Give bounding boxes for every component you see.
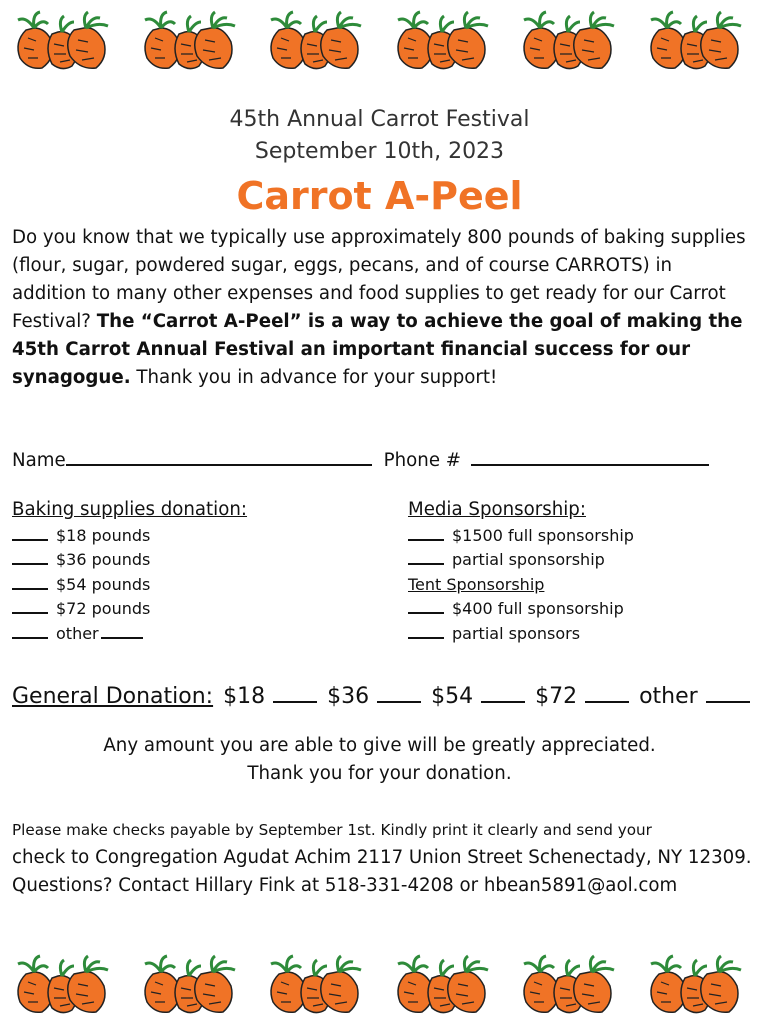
checkbox-blank[interactable] <box>408 549 444 565</box>
sponsorship-section <box>408 496 748 646</box>
checkbox-blank[interactable] <box>408 623 444 639</box>
checkbox-blank[interactable] <box>12 623 48 639</box>
name-label: Name <box>12 450 66 471</box>
intro-text-1: Do you know that we typically use approximately 800 pounds of baking supplies (flour, sugar, powdered sugar, eggs, pecans, and of course CARROTS) in addition to many other expenses and food supplies to get ready for our Carrot Festival? <box>12 227 746 332</box>
list-item <box>408 622 748 646</box>
amount-label: $18 <box>223 684 266 709</box>
option-label: $400 full sponsorship <box>452 599 624 619</box>
phone-label: Phone # <box>383 450 462 471</box>
tent-heading: Tent Sponsorship <box>408 574 545 594</box>
list-item <box>408 548 748 572</box>
intro-bold-text: The “Carrot A-Peel” is a way to achieve the goal of making the 45th Carrot Annual Festival an important financial success for our synagogue. <box>12 311 743 388</box>
list-item <box>12 548 372 572</box>
bottom-carrot-border <box>0 950 759 1020</box>
page-title: Carrot A-Peel <box>236 174 523 218</box>
option-label: other <box>56 623 99 643</box>
checkbox-blank[interactable] <box>408 525 444 541</box>
general-donation-line <box>12 680 752 714</box>
carrot-bunch-icon <box>514 8 624 74</box>
festival-header <box>0 104 759 168</box>
option-label: $72 pounds <box>56 599 151 619</box>
amount-blank[interactable] <box>706 683 750 703</box>
carrot-bunch-icon <box>8 952 118 1018</box>
option-label: partial sponsors <box>452 623 581 643</box>
payment-instructions <box>12 816 752 900</box>
list-item <box>408 524 748 548</box>
carrot-bunch-icon <box>135 952 245 1018</box>
baking-heading: Baking supplies donation: <box>12 499 248 520</box>
top-carrot-border <box>0 6 759 76</box>
option-label: $1500 full sponsorship <box>452 526 634 545</box>
checkbox-blank[interactable] <box>12 574 48 590</box>
list-item <box>408 597 748 621</box>
option-label: $18 pounds <box>56 526 151 545</box>
carrot-bunch-icon <box>261 952 371 1018</box>
contact-line <box>12 444 752 475</box>
checkbox-blank[interactable] <box>408 598 444 614</box>
festival-date: September 10th, 2023 <box>254 139 505 164</box>
carrot-bunch-icon <box>388 952 498 1018</box>
list-item <box>12 573 372 597</box>
payment-instructions-small: Please make checks payable by September 1st. Kindly print it clearly and send your <box>12 821 652 839</box>
amount-label: $36 <box>327 684 370 709</box>
amount-blank[interactable] <box>481 683 525 703</box>
payment-instructions-rest: check to Congregation Agudat Achim 2117 Union Street Schenectady, NY 12309. Questions? Contact Hillary Fink at 518-331-4208 or hbean5891@aol.com <box>12 847 752 896</box>
list-item <box>12 524 372 548</box>
carrot-bunch-icon <box>641 952 751 1018</box>
amount-blank[interactable] <box>273 683 317 703</box>
carrot-bunch-icon <box>641 8 751 74</box>
general-donation-label: General Donation: <box>12 684 214 709</box>
checkbox-blank[interactable] <box>12 525 48 541</box>
intro-text-2: Thank you in advance for your support! <box>130 367 498 388</box>
appreciation-line-2: Thank you for your donation. <box>247 763 512 784</box>
option-label: $54 pounds <box>56 574 151 594</box>
amount-blank[interactable] <box>377 683 421 703</box>
list-item <box>12 622 372 646</box>
baking-supplies-section <box>12 496 372 646</box>
appreciation-line-1: Any amount you are able to give will be greatly appreciated. <box>103 735 656 756</box>
amount-blank[interactable] <box>585 683 629 703</box>
intro-paragraph <box>12 224 748 392</box>
carrot-bunch-icon <box>514 952 624 1018</box>
list-item <box>12 597 372 621</box>
option-label: partial sponsorship <box>452 550 605 570</box>
other-amount-field[interactable] <box>101 623 143 639</box>
checkbox-blank[interactable] <box>12 549 48 565</box>
carrot-bunch-icon <box>135 8 245 74</box>
amount-label: $72 <box>535 684 578 709</box>
phone-field[interactable] <box>471 444 709 466</box>
amount-label: $54 <box>431 684 474 709</box>
carrot-bunch-icon <box>8 8 118 74</box>
amount-label: other <box>639 684 698 709</box>
option-label: $36 pounds <box>56 550 151 570</box>
checkbox-blank[interactable] <box>12 598 48 614</box>
festival-name: 45th Annual Carrot Festival <box>229 107 530 132</box>
name-field[interactable] <box>66 444 372 466</box>
media-heading: Media Sponsorship: <box>408 499 586 520</box>
carrot-bunch-icon <box>388 8 498 74</box>
appreciation-message <box>0 732 759 788</box>
carrot-bunch-icon <box>261 8 371 74</box>
